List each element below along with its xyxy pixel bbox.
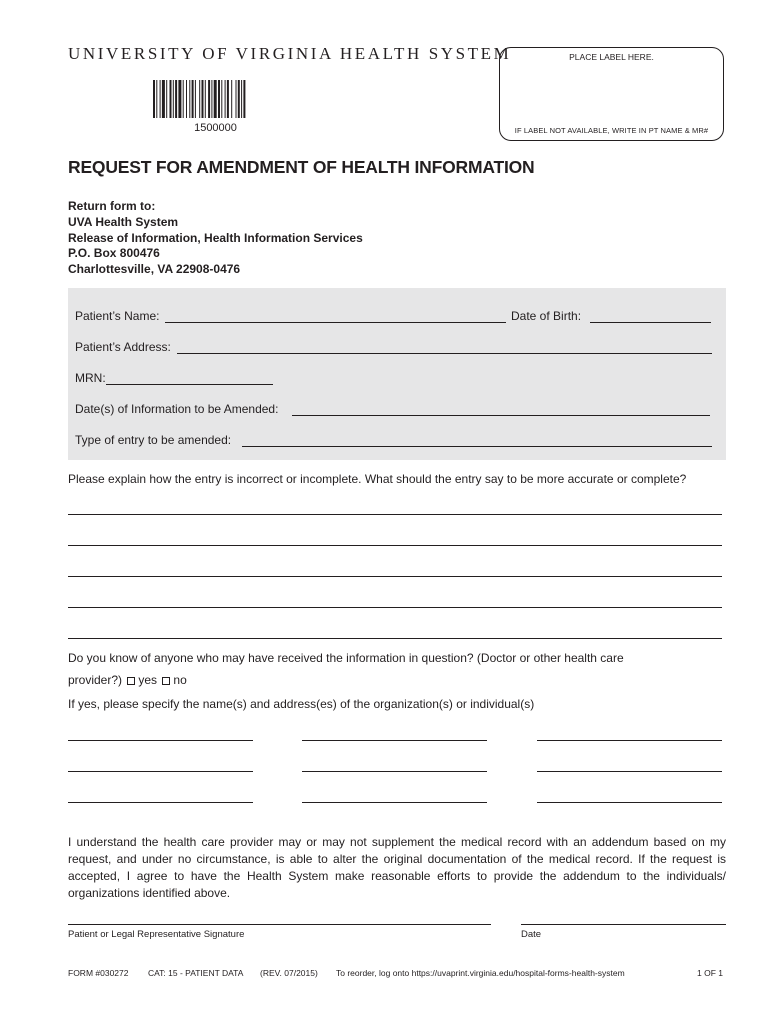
dob-label: Date of Birth: <box>511 309 582 323</box>
date-label: Date <box>521 929 542 940</box>
date-field[interactable] <box>521 924 726 925</box>
entry-type-label: Type of entry to be amended: <box>75 433 232 447</box>
yes-label: yes <box>138 673 158 687</box>
form-category: CAT: 15 - PATIENT DATA <box>148 968 244 978</box>
received-question: Do you know of anyone who may have received the information in question? (Doctor or other health care <box>68 651 624 665</box>
barcode <box>153 80 278 118</box>
form-number: FORM #030272 <box>68 968 129 978</box>
recipient-line[interactable] <box>68 771 253 772</box>
recipient-line[interactable] <box>68 740 253 741</box>
recipient-line[interactable] <box>68 802 253 803</box>
acknowledgement-paragraph: I understand the health care provider may or may not supplement the medical record with an addendum based on my request, and under no circumstance, is able to alter the original documentation of the medical record. If the request is accepted, I agree to have the Health System make reasonable efforts to provide the addendum to the individuals/ organizations identified above. <box>68 835 726 900</box>
reorder-link[interactable]: To reorder, log onto https://uvaprint.virginia.edu/hospital-forms-health-system <box>336 968 625 978</box>
address-label: Patient’s Address: <box>75 340 171 354</box>
explain-line[interactable] <box>68 514 722 515</box>
patient-name-label: Patient’s Name: <box>75 309 160 323</box>
label-instruction-top: PLACE LABEL HERE. <box>569 52 654 62</box>
recipient-line[interactable] <box>537 740 722 741</box>
return-line: Charlottesville, VA 22908-0476 <box>68 262 241 276</box>
explain-line[interactable] <box>68 607 722 608</box>
address-field[interactable] <box>177 353 712 354</box>
return-heading: Return form to: <box>68 199 156 213</box>
specify-question: If yes, please specify the name(s) and address(es) of the organization(s) or individual(s) <box>68 697 535 711</box>
explain-line[interactable] <box>68 638 722 639</box>
form-revision: (REV. 07/2015) <box>260 968 318 978</box>
patient-name-field[interactable] <box>165 322 506 323</box>
signature-field[interactable] <box>68 924 491 925</box>
no-label: no <box>173 673 187 687</box>
recipient-line[interactable] <box>537 771 722 772</box>
recipient-line[interactable] <box>302 802 487 803</box>
received-question-end: provider?) <box>68 673 123 687</box>
page-title: REQUEST FOR AMENDMENT OF HEALTH INFORMATION <box>68 157 535 177</box>
dates-field[interactable] <box>292 415 710 416</box>
explain-question: Please explain how the entry is incorrect or incomplete. What should the entry say to be more accurate or complete? <box>68 472 687 486</box>
barcode-number: 1500000 <box>194 122 237 134</box>
label-instruction-bottom: IF LABEL NOT AVAILABLE, WRITE IN PT NAME & MR# <box>514 126 709 135</box>
no-checkbox[interactable] <box>162 677 170 685</box>
dates-label: Date(s) of Information to be Amended: <box>75 402 279 416</box>
entry-type-field[interactable] <box>242 446 712 447</box>
yes-checkbox[interactable] <box>127 677 135 685</box>
page-number: 1 OF 1 <box>697 968 723 978</box>
recipient-line[interactable] <box>302 740 487 741</box>
received-question-cont <box>68 673 187 687</box>
mrn-field[interactable] <box>106 384 273 385</box>
signature-label: Patient or Legal Representative Signature <box>68 929 245 940</box>
recipient-line[interactable] <box>302 771 487 772</box>
return-line: Release of Information, Health Information Services <box>68 231 363 245</box>
recipient-line[interactable] <box>537 802 722 803</box>
return-line: P.O. Box 800476 <box>68 246 160 260</box>
mrn-label: MRN: <box>75 371 106 385</box>
organization-name: UNIVERSITY OF VIRGINIA HEALTH SYSTEM <box>68 44 512 63</box>
return-line: UVA Health System <box>68 215 179 229</box>
explain-line[interactable] <box>68 545 722 546</box>
explain-line[interactable] <box>68 576 722 577</box>
dob-field[interactable] <box>590 322 711 323</box>
